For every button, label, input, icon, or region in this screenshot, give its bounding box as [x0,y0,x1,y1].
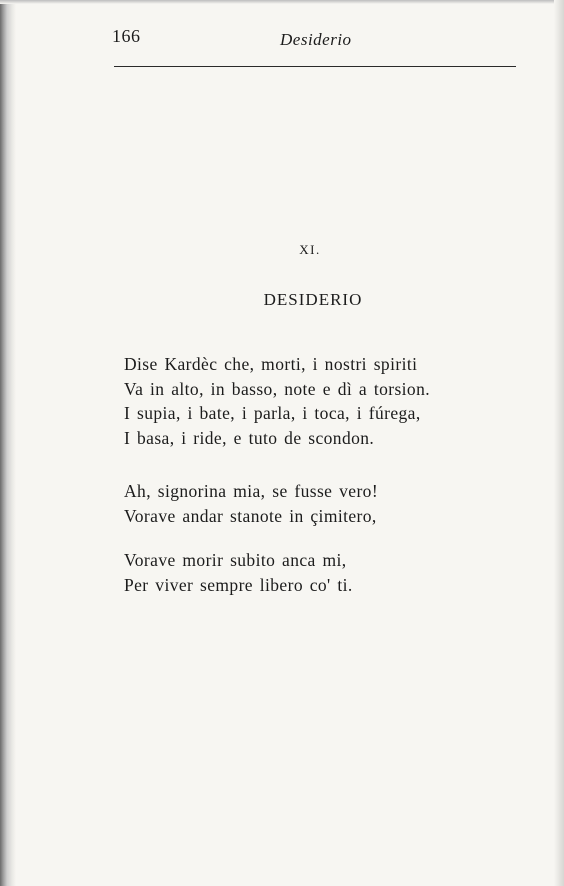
running-head [112,22,516,50]
verse-line: I basa, i ride, e tuto de scondon. [124,427,375,448]
binding-shadow [0,0,16,886]
verse-line: Va in alto, in basso, note e dì a torsion. [124,378,431,399]
right-page-edge [554,0,564,886]
verse-line: I supia, i bate, i parla, i toca, i fúrega, [124,403,421,423]
verse-line: Vorave morir subito anca mi, [124,550,347,570]
verse-line: Dise Kardèc che, morti, i nostri spiriti [124,354,418,374]
top-page-edge [0,0,564,4]
stanza-2 [124,479,484,528]
verse-line: Ah, signorina mia, se fusse vero! [124,481,379,501]
section-number: XI. [299,242,321,257]
poem-title: DESIDERIO [263,290,363,309]
verse-line: Vorave andar stanote in çimitero, [124,505,377,526]
running-title: Desiderio [280,30,352,49]
stanza-1 [124,352,484,450]
verse-line: Per viver sempre libero co' ti. [124,574,353,595]
header-rule [114,66,516,67]
stanza-3 [124,548,484,597]
page-number: 166 [112,26,141,46]
